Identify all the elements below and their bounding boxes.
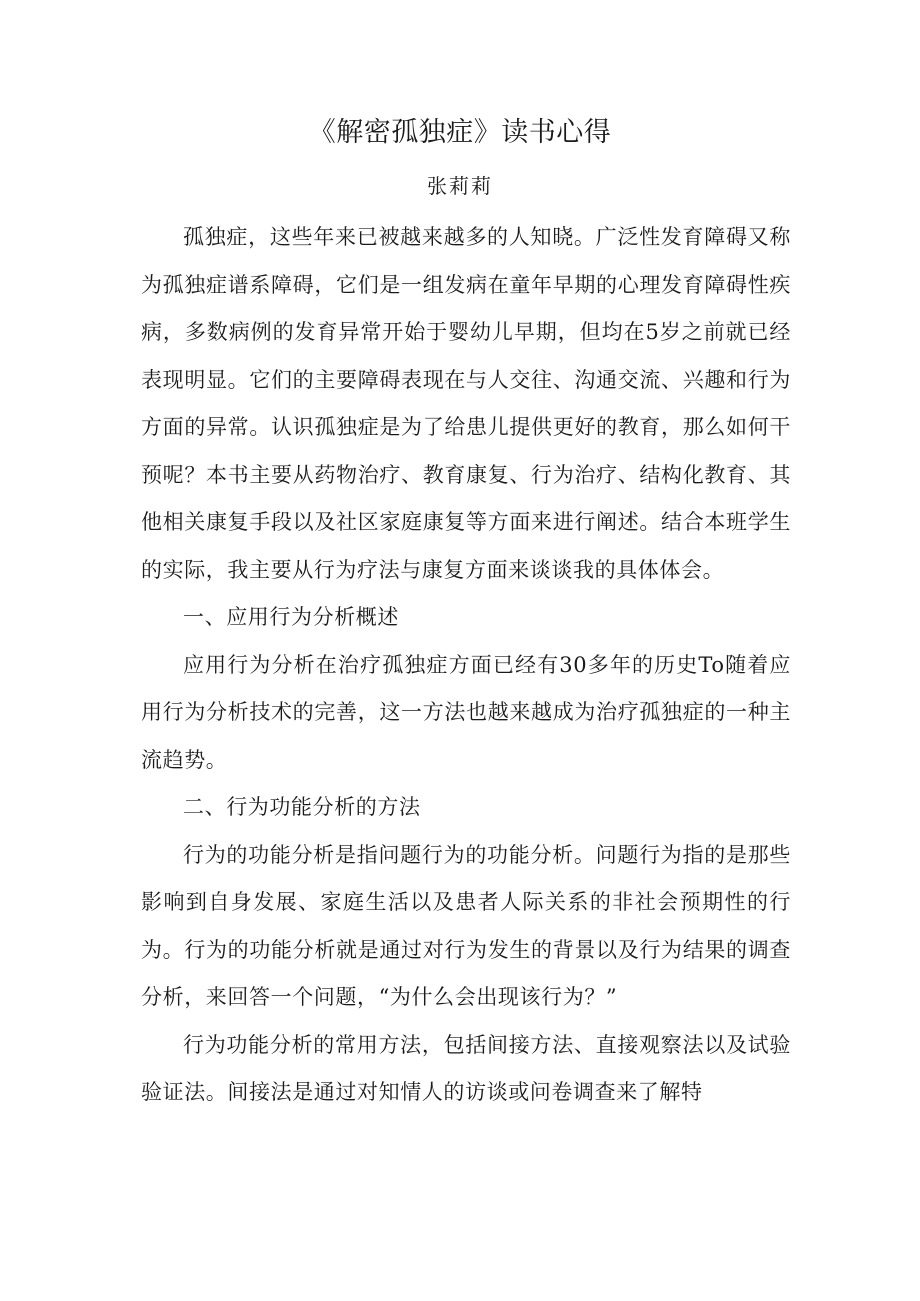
section-heading-1: 一、应用行为分析概述 [183,605,399,629]
document-body [141,214,791,1117]
paragraph-section-2-b: 行为功能分析的常用方法，包括间接方法、直接观察法以及试验验证法。间接法是通过对知情人的访谈或问卷调查来了解特 [141,1032,791,1104]
document-title: 《解密孤独症》读书心得 [308,117,612,148]
document-author: 张莉莉 [427,174,493,198]
paragraph-introduction: 孤独症，这些年来已被越来越多的人知晓。广泛性发育障碍又称为孤独症谱系障碍，它们是一组发病在童年早期的心理发育障碍性疾病，多数病例的发育异常开始于婴幼儿早期，但均在5岁之前就已经表现明显。它们的主要障碍表现在与人交往、沟通交流、兴趣和行为方面的异常。认识孤独症是为了给患儿提供更好的教育，那么如何干预呢？本书主要从药物治疗、教育康复、行为治疗、结构化教育、其他相关康复手段以及社区家庭康复等方面来进行阐述。结合本班学生的实际，我主要从行为疗法与康复方面来谈谈我的具体体会。 [141,225,791,582]
section-heading-2: 二、行为功能分析的方法 [183,795,421,819]
paragraph-section-2-a: 行为的功能分析是指问题行为的功能分析。问题行为指的是那些影响到自身发展、家庭生活以及患者人际关系的非社会预期性的行为。行为的功能分析就是通过对行为发生的背景以及行为结果的调查分析，来回答一个问题，“为什么会出现该行为？” [141,842,791,1009]
paragraph-section-1: 应用行为分析在治疗孤独症方面已经有30多年的历史To随着应用行为分析技术的完善，这一方法也越来越成为治疗孤独症的一种主流趋势。 [141,652,791,772]
